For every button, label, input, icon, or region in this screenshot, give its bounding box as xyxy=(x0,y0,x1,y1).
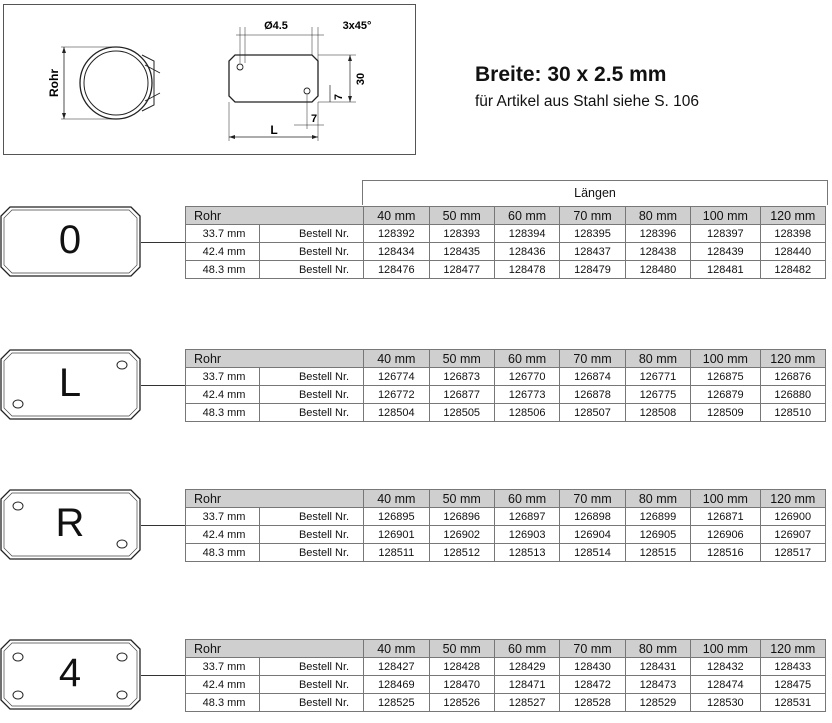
order-number: 128505 xyxy=(429,404,494,422)
order-number: 128396 xyxy=(625,225,690,243)
order-number: 126880 xyxy=(760,386,825,404)
order-number: 128430 xyxy=(560,658,625,676)
pipe-size: 42.4 mm xyxy=(186,243,260,261)
order-table xyxy=(185,639,826,712)
order-number: 126774 xyxy=(364,368,429,386)
order-number: 128514 xyxy=(560,544,625,562)
order-number-label: Bestell Nr. xyxy=(260,676,364,694)
order-number: 126896 xyxy=(429,508,494,526)
order-number-label: Bestell Nr. xyxy=(260,225,364,243)
table-row xyxy=(186,243,826,261)
order-number: 128440 xyxy=(760,243,825,261)
order-number: 128393 xyxy=(429,225,494,243)
tag-plate xyxy=(0,639,142,711)
order-table xyxy=(185,349,826,422)
order-number: 128476 xyxy=(364,261,429,279)
order-number: 128397 xyxy=(691,225,760,243)
rohr-header: Rohr xyxy=(186,490,364,508)
order-number: 128394 xyxy=(494,225,559,243)
order-number: 126898 xyxy=(560,508,625,526)
hole-left xyxy=(237,64,243,70)
tag-plate xyxy=(0,206,142,278)
length-column-header: 60 mm xyxy=(494,640,559,658)
length-column-header: 120 mm xyxy=(760,207,825,225)
table-row xyxy=(186,225,826,243)
order-number: 128437 xyxy=(560,243,625,261)
order-number-label: Bestell Nr. xyxy=(260,386,364,404)
length-column-header: 80 mm xyxy=(625,640,690,658)
rohr-dimension-label: Rohr xyxy=(47,69,61,97)
order-number-label: Bestell Nr. xyxy=(260,243,364,261)
tag-letter: 4 xyxy=(58,651,82,695)
length-column-header: 100 mm xyxy=(691,350,760,368)
order-number: 128511 xyxy=(364,544,429,562)
length-column-header: 120 mm xyxy=(760,640,825,658)
order-number: 128431 xyxy=(625,658,690,676)
order-number: 128515 xyxy=(625,544,690,562)
order-number: 128472 xyxy=(560,676,625,694)
order-number: 128469 xyxy=(364,676,429,694)
table-row xyxy=(186,404,826,422)
order-number: 128398 xyxy=(760,225,825,243)
ring-inner xyxy=(84,51,148,115)
pipe-size: 48.3 mm xyxy=(186,694,260,712)
laengen-header: Längen xyxy=(362,180,828,205)
length-column-header: 70 mm xyxy=(560,207,625,225)
order-number: 126901 xyxy=(364,526,429,544)
order-number: 128510 xyxy=(760,404,825,422)
pipe-size: 42.4 mm xyxy=(186,526,260,544)
order-number-label: Bestell Nr. xyxy=(260,694,364,712)
ring-outer xyxy=(80,47,152,119)
chamfer-dimension-label: 3x45° xyxy=(342,20,372,32)
order-number: 128479 xyxy=(560,261,625,279)
length-column-header: 120 mm xyxy=(760,490,825,508)
order-number: 128427 xyxy=(364,658,429,676)
order-number: 128480 xyxy=(625,261,690,279)
order-number: 126771 xyxy=(625,368,690,386)
order-number: 128438 xyxy=(625,243,690,261)
tag-plate xyxy=(0,349,142,421)
order-number: 128429 xyxy=(494,658,559,676)
length-column-header: 60 mm xyxy=(494,490,559,508)
tag-plate xyxy=(0,489,142,561)
leader-line xyxy=(141,525,186,526)
table-row xyxy=(186,658,826,676)
rohr-header: Rohr xyxy=(186,640,364,658)
order-number: 128482 xyxy=(760,261,825,279)
table-row xyxy=(186,508,826,526)
length-column-header: 70 mm xyxy=(560,350,625,368)
pipe-size: 42.4 mm xyxy=(186,386,260,404)
order-number-label: Bestell Nr. xyxy=(260,508,364,526)
order-number: 126904 xyxy=(560,526,625,544)
order-number: 128392 xyxy=(364,225,429,243)
order-number: 126775 xyxy=(625,386,690,404)
length-column-header: 80 mm xyxy=(625,350,690,368)
order-number: 128530 xyxy=(691,694,760,712)
order-number: 126879 xyxy=(691,386,760,404)
order-number: 128433 xyxy=(760,658,825,676)
order-number: 128470 xyxy=(429,676,494,694)
leader-line xyxy=(141,675,186,676)
order-number: 126773 xyxy=(494,386,559,404)
order-number: 126877 xyxy=(429,386,494,404)
table-row xyxy=(186,368,826,386)
length-dimension-label: L xyxy=(270,123,278,137)
tag-letter: R xyxy=(55,501,85,545)
rohr-header: Rohr xyxy=(186,207,364,225)
order-number: 128504 xyxy=(364,404,429,422)
drawing-svg xyxy=(4,5,415,154)
order-number: 126897 xyxy=(494,508,559,526)
order-number: 126874 xyxy=(560,368,625,386)
order-number: 128527 xyxy=(494,694,559,712)
order-number: 128435 xyxy=(429,243,494,261)
order-number: 128517 xyxy=(760,544,825,562)
order-number: 126902 xyxy=(429,526,494,544)
order-number: 126875 xyxy=(691,368,760,386)
pipe-size: 33.7 mm xyxy=(186,368,260,386)
length-column-header: 100 mm xyxy=(691,640,760,658)
length-column-header: 70 mm xyxy=(560,490,625,508)
order-number: 128526 xyxy=(429,694,494,712)
order-number: 126878 xyxy=(560,386,625,404)
order-number: 128473 xyxy=(625,676,690,694)
order-number-label: Bestell Nr. xyxy=(260,526,364,544)
order-number: 128529 xyxy=(625,694,690,712)
length-column-header: 80 mm xyxy=(625,490,690,508)
length-column-header: 100 mm xyxy=(691,207,760,225)
length-column-header: 80 mm xyxy=(625,207,690,225)
hole-dimension-label: Ø4.5 xyxy=(264,20,288,32)
order-number: 128528 xyxy=(560,694,625,712)
table-row xyxy=(186,386,826,404)
pipe-size: 42.4 mm xyxy=(186,676,260,694)
order-number: 128481 xyxy=(691,261,760,279)
length-column-header: 40 mm xyxy=(364,640,429,658)
order-number: 128474 xyxy=(691,676,760,694)
leader-line xyxy=(141,242,186,243)
order-number: 128509 xyxy=(691,404,760,422)
length-column-header: 40 mm xyxy=(364,350,429,368)
order-number: 126871 xyxy=(691,508,760,526)
table-row xyxy=(186,526,826,544)
order-number: 128513 xyxy=(494,544,559,562)
table-row xyxy=(186,261,826,279)
plate-outline xyxy=(229,55,318,102)
order-number: 128516 xyxy=(691,544,760,562)
order-number: 126907 xyxy=(760,526,825,544)
order-number: 126873 xyxy=(429,368,494,386)
order-table xyxy=(185,206,826,279)
length-column-header: 70 mm xyxy=(560,640,625,658)
length-column-header: 120 mm xyxy=(760,350,825,368)
length-column-header: 100 mm xyxy=(691,490,760,508)
pipe-size: 33.7 mm xyxy=(186,225,260,243)
pipe-size: 33.7 mm xyxy=(186,508,260,526)
offset-vertical-label: 7 xyxy=(333,93,345,101)
order-number-label: Bestell Nr. xyxy=(260,658,364,676)
order-number: 128508 xyxy=(625,404,690,422)
order-number: 128471 xyxy=(494,676,559,694)
order-table xyxy=(185,489,826,562)
length-column-header: 50 mm xyxy=(429,640,494,658)
order-number: 126899 xyxy=(625,508,690,526)
technical-drawing xyxy=(3,4,416,155)
order-number: 128439 xyxy=(691,243,760,261)
pipe-size: 48.3 mm xyxy=(186,404,260,422)
order-number: 128395 xyxy=(560,225,625,243)
length-column-header: 40 mm xyxy=(364,207,429,225)
order-number: 128436 xyxy=(494,243,559,261)
order-number: 128434 xyxy=(364,243,429,261)
order-number-label: Bestell Nr. xyxy=(260,544,364,562)
table-row xyxy=(186,544,826,562)
pipe-size: 48.3 mm xyxy=(186,261,260,279)
order-number: 128512 xyxy=(429,544,494,562)
length-column-header: 50 mm xyxy=(429,350,494,368)
order-number: 128506 xyxy=(494,404,559,422)
length-column-header: 60 mm xyxy=(494,350,559,368)
steel-note: für Artikel aus Stahl siehe S. 106 xyxy=(475,93,700,110)
order-number: 128478 xyxy=(494,261,559,279)
pipe-size: 48.3 mm xyxy=(186,544,260,562)
order-number-label: Bestell Nr. xyxy=(260,261,364,279)
table-row xyxy=(186,676,826,694)
length-column-header: 40 mm xyxy=(364,490,429,508)
order-number: 126903 xyxy=(494,526,559,544)
tag-letter: L xyxy=(58,361,82,405)
table-row xyxy=(186,694,826,712)
length-column-header: 50 mm xyxy=(429,207,494,225)
length-column-header: 50 mm xyxy=(429,490,494,508)
tag-letter: 0 xyxy=(58,218,82,262)
order-number: 126905 xyxy=(625,526,690,544)
order-number: 128432 xyxy=(691,658,760,676)
order-number: 126895 xyxy=(364,508,429,526)
offset-horizontal-label: 7 xyxy=(310,113,318,125)
order-number: 126876 xyxy=(760,368,825,386)
order-number: 126772 xyxy=(364,386,429,404)
order-number: 128531 xyxy=(760,694,825,712)
order-number: 128507 xyxy=(560,404,625,422)
order-number: 126770 xyxy=(494,368,559,386)
order-number: 126906 xyxy=(691,526,760,544)
order-number-label: Bestell Nr. xyxy=(260,368,364,386)
pipe-size: 33.7 mm xyxy=(186,658,260,676)
length-column-header: 60 mm xyxy=(494,207,559,225)
order-number-label: Bestell Nr. xyxy=(260,404,364,422)
order-number: 128428 xyxy=(429,658,494,676)
leader-line xyxy=(141,385,186,386)
rohr-header: Rohr xyxy=(186,350,364,368)
order-number: 128525 xyxy=(364,694,429,712)
order-number: 128477 xyxy=(429,261,494,279)
order-number: 126900 xyxy=(760,508,825,526)
height-dimension-label: 30 xyxy=(355,72,367,86)
hole-right xyxy=(304,88,310,94)
order-number: 128475 xyxy=(760,676,825,694)
width-heading: Breite: 30 x 2.5 mm xyxy=(475,63,667,86)
